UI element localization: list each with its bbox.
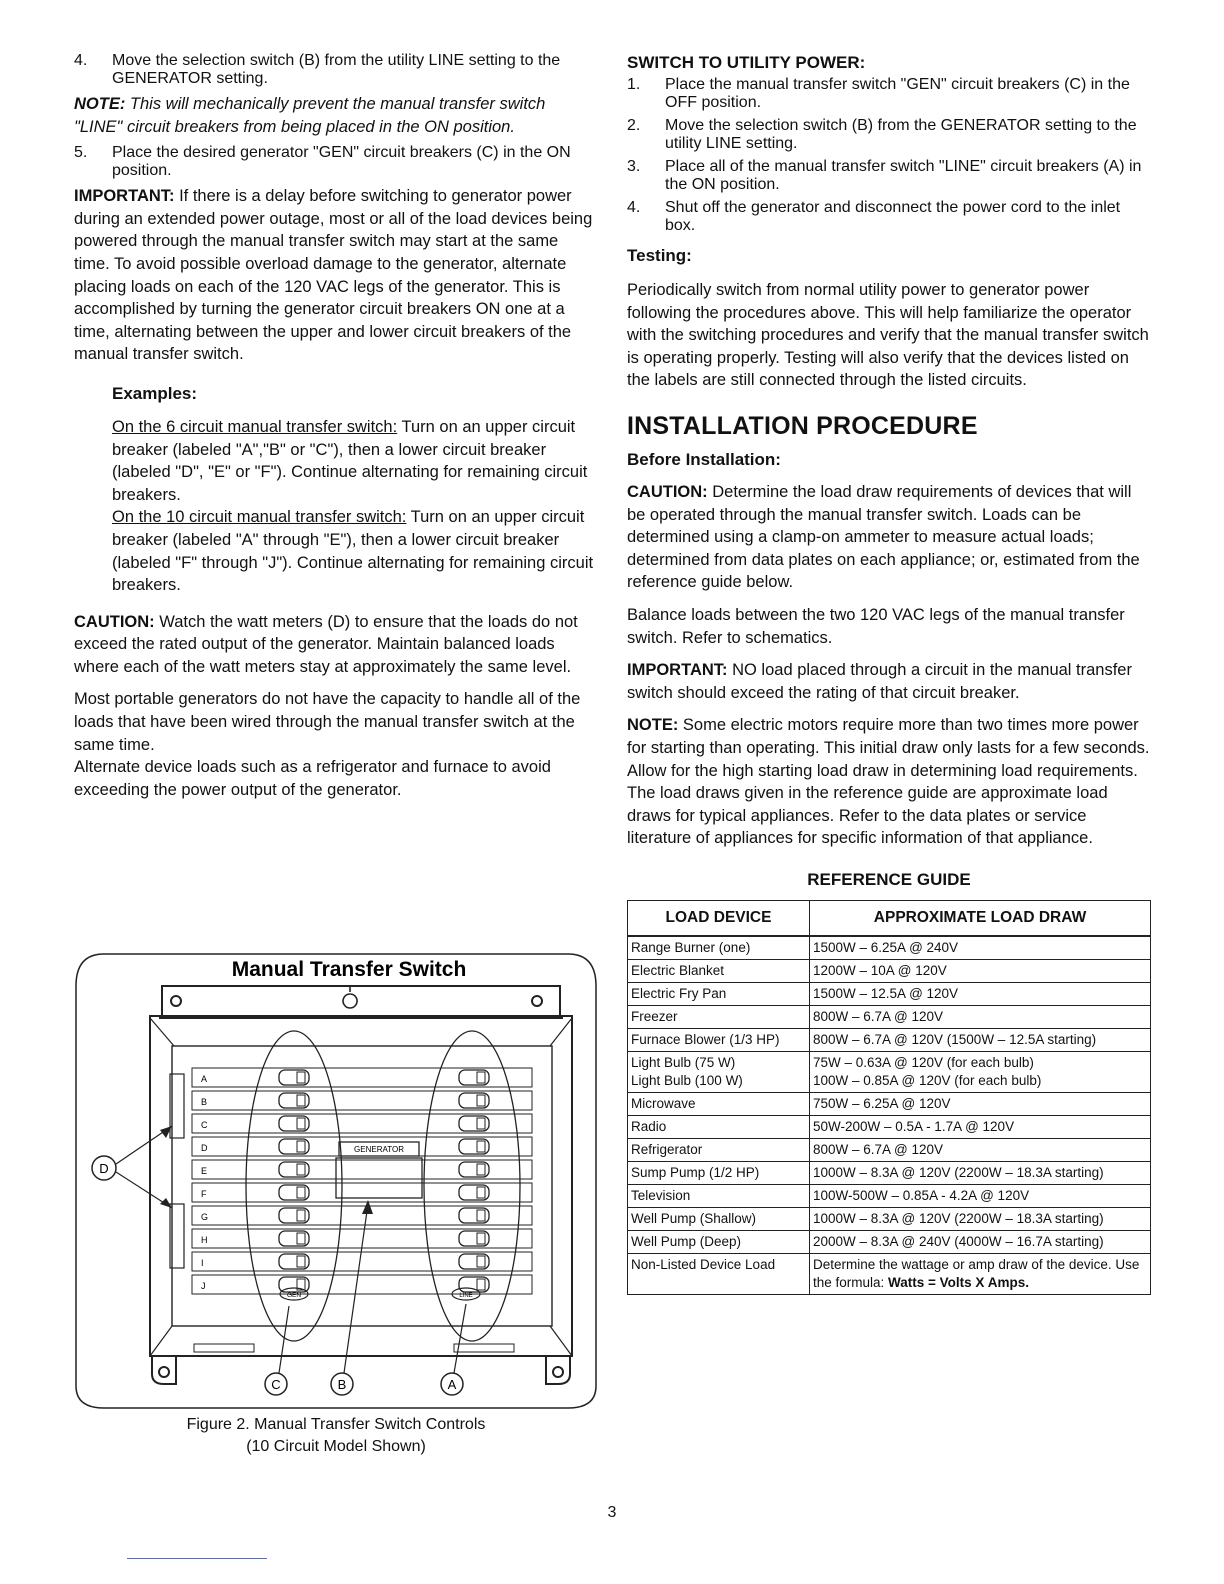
load-device-cell: [628, 982, 810, 1005]
footer-rule: [127, 1558, 267, 1559]
generator-label: GENERATOR: [354, 1145, 404, 1154]
utility-step: [627, 158, 1151, 194]
breaker-letter: C: [201, 1120, 208, 1130]
load-draw-cell: [810, 959, 1151, 982]
step-5: [74, 144, 598, 180]
transfer-switch-diagram: [74, 946, 598, 1411]
table-header-row: [628, 900, 1151, 936]
important-paragraph: [74, 185, 598, 366]
top-mounting-strip: [162, 986, 560, 1016]
bottom-foot-right: [546, 1356, 570, 1384]
load-draw: 50W-200W – 0.5A - 1.7A @ 120V: [813, 1118, 1015, 1134]
load-device: Well Pump (Deep): [631, 1233, 742, 1249]
note-paragraph: [74, 93, 598, 138]
screw-icon: [532, 996, 542, 1006]
callout-a-label: A: [447, 1377, 457, 1392]
examples-block: [112, 384, 598, 597]
breaker-letter: J: [201, 1281, 206, 1291]
breaker-panel: [172, 1046, 552, 1326]
example-text: Turn on an upper circuit breaker (labeled "A" through "E"), then a lower circuit breaker (labeled "F" through "J"). Continue alternating for remaining circuit breakers.: [112, 508, 594, 595]
step-text: Place the desired generator "GEN" circuit breakers (C) in the ON position.: [112, 144, 571, 180]
load-device: Freezer: [631, 1008, 678, 1024]
load-device-cell: [628, 1092, 810, 1115]
utility-step: [627, 117, 1151, 153]
load-device: Furnace Blower (1/3 HP): [631, 1031, 780, 1047]
load-draw-cell: [810, 1207, 1151, 1230]
note-text: Some electric motors require more than two times more power for starting than operating. This initial draw only lasts for a few seconds. Allow for the high starting load draw in determining load requirements. The load draws given in the reference guide are approximate load draws for typical appliances. Refer to the data plates or service literature of appliances for specific information of that appliance.: [627, 716, 1150, 848]
callout-d-label: D: [99, 1161, 109, 1176]
load-device: Electric Blanket: [631, 962, 725, 978]
load-draw: 1500W – 12.5A @ 120V: [813, 985, 959, 1001]
load-device: Microwave: [631, 1095, 696, 1111]
example-10-circuit: [112, 506, 598, 596]
step-number: 3.: [627, 158, 641, 175]
caution-text: Watch the watt meters (D) to ensure that the loads do not exceed the rated output of the generator. Maintain balanced loads where each of the watt meters stay at approximately the same level.: [74, 612, 578, 676]
table-row: [628, 1092, 1151, 1115]
note-lead: NOTE:: [627, 716, 679, 735]
table-row: [628, 959, 1151, 982]
load-device: Non-Listed Device Load: [631, 1256, 776, 1272]
load-draw: 100W-500W – 0.85A - 4.2A @ 120V: [813, 1187, 1030, 1203]
selection-switch: [336, 1158, 422, 1198]
step-text: Shut off the generator and disconnect the power cord to the inlet box.: [665, 199, 1121, 234]
load-draw-cell: [810, 1184, 1151, 1207]
breaker-letter: H: [201, 1235, 208, 1245]
load-draw-cell: [810, 936, 1151, 960]
screw-icon: [553, 1367, 563, 1377]
load-draw: Determine the wattage or amp draw of the device. Use the formula:: [813, 1256, 1140, 1290]
important-lead: IMPORTANT:: [74, 187, 175, 206]
load-draw-cell: [810, 1138, 1151, 1161]
table-row: [628, 1207, 1151, 1230]
step-text: Move the selection switch (B) from the utility LINE setting to the GENERATOR setting.: [112, 52, 561, 87]
installation-title: INSTALLATION PROCEDURE: [627, 411, 978, 440]
important-lead: IMPORTANT:: [627, 661, 728, 680]
line-badge-text: LINE: [459, 1293, 473, 1299]
switch-box: [150, 1016, 572, 1356]
note-lead: NOTE:: [74, 95, 126, 113]
load-device-cell: [628, 1184, 810, 1207]
load-device: Electric Fry Pan: [631, 985, 727, 1001]
screw-icon: [171, 996, 181, 1006]
alternate-paragraph: Alternate device loads such as a refrigerator and furnace to avoid exceeding the power output of the generator.: [74, 758, 551, 799]
load-draw: 75W – 0.63A @ 120V (for each bulb): [813, 1054, 1034, 1070]
load-device: Well Pump (Shallow): [631, 1210, 757, 1226]
load-device-cell: [628, 1138, 810, 1161]
load-device-cell: [628, 1051, 810, 1092]
step-number: 4.: [627, 199, 641, 216]
header-load-device: LOAD DEVICE: [628, 900, 810, 936]
load-draw-cell: [810, 1115, 1151, 1138]
bottom-foot-left: [152, 1356, 176, 1384]
load-device: Range Burner (one): [631, 939, 751, 955]
capacity-paragraph: Most portable generators do not have the capacity to handle all of the loads that have been wired through the manual transfer switch at the same time.: [74, 690, 581, 754]
figure-title: Manual Transfer Switch: [231, 958, 467, 981]
testing-paragraph: Periodically switch from normal utility power to generator power following the procedures above. This will help familiarize the operator with the switching procedures and verify that the manual transfer switch is operating properly. Testing will also verify that the devices listed on the labels are still connected through the listed circuits.: [627, 281, 1149, 390]
load-device-cell: [628, 1028, 810, 1051]
examples-title: Examples:: [112, 383, 198, 403]
load-draw: 750W – 6.25A @ 120V: [813, 1095, 951, 1111]
bottom-rail-left: [194, 1344, 254, 1352]
load-draw: 800W – 6.7A @ 120V (1500W – 12.5A starting): [813, 1031, 1097, 1047]
load-draw: 800W – 6.7A @ 120V: [813, 1008, 944, 1024]
caution-paragraph: [74, 611, 598, 679]
load-device-cell: [628, 936, 810, 960]
reference-guide-title: REFERENCE GUIDE: [807, 869, 971, 889]
balance-paragraph: Balance loads between the two 120 VAC legs of the manual transfer switch. Refer to schematics.: [627, 605, 1125, 647]
breaker-rows: [192, 1068, 532, 1294]
table-row: [628, 1230, 1151, 1253]
load-draw-cell: [810, 1092, 1151, 1115]
table-row: [628, 1051, 1151, 1092]
breaker-letter: D: [201, 1143, 208, 1153]
load-device: Light Bulb (75 W): [631, 1054, 736, 1070]
formula: Watts = Volts X Amps.: [888, 1274, 1029, 1290]
load-draw-cell: [810, 1253, 1151, 1294]
load-draw: 1000W – 8.3A @ 120V (2200W – 18.3A starting): [813, 1210, 1104, 1226]
figure-caption-line1: Figure 2. Manual Transfer Switch Controls: [186, 1416, 486, 1433]
right-column: [627, 52, 1151, 1295]
gen-badge-text: GEN: [286, 1292, 302, 1299]
utility-steps: [627, 76, 1151, 235]
load-device-cell: [628, 959, 810, 982]
caution-lead: CAUTION:: [74, 612, 155, 631]
testing-title: Testing:: [627, 246, 692, 265]
screw-icon: [159, 1367, 169, 1377]
load-device: Refrigerator: [631, 1141, 703, 1157]
breaker-letter: B: [201, 1097, 208, 1107]
table-row: [628, 1138, 1151, 1161]
callout-b-label: B: [337, 1377, 347, 1392]
load-device-cell: [628, 1253, 810, 1294]
left-column: [74, 52, 598, 801]
load-draw: 2000W – 8.3A @ 240V (4000W – 16.7A starting): [813, 1233, 1104, 1249]
breaker-letter: A: [201, 1074, 208, 1084]
figure-caption: [74, 1414, 598, 1458]
load-draw-cell: [810, 1230, 1151, 1253]
step-4: [74, 52, 598, 88]
utility-step: [627, 199, 1151, 235]
install-important-paragraph: [627, 659, 1151, 704]
step-number: 5.: [74, 144, 88, 162]
table-row: [628, 1161, 1151, 1184]
breaker-letter: E: [201, 1166, 208, 1176]
step-text: Move the selection switch (B) from the GENERATOR setting to the utility LINE setting.: [665, 117, 1137, 152]
utility-step: [627, 76, 1151, 112]
table-row: [628, 1115, 1151, 1138]
important-text: If there is a delay before switching to generator power during an extended power outage, most or all of the load devices being powered through the manual transfer switch may start at the same time. To avoid possible overload damage to the generator, alternate placing loads on each of the 120 VAC legs of the generator. This is accomplished by turning the generator circuit breakers ON one at a time, alternating between the upper and lower circuit breakers of the manual transfer switch.: [74, 187, 593, 364]
example-heading: On the 10 circuit manual transfer switch:: [112, 508, 407, 527]
caution-text: Determine the load draw requirements of devices that will be operated through the manual transfer switch. Loads can be determined using a clamp-on ammeter to measure actual loads; determined from data plates on each appliance; or, estimated from the reference guide below.: [627, 482, 1140, 592]
table-row: [628, 1028, 1151, 1051]
step-text: Place the manual transfer switch "GEN" circuit breakers (C) in the OFF position.: [665, 76, 1130, 111]
header-load-draw: APPROXIMATE LOAD DRAW: [810, 900, 1151, 936]
page-number: 3: [607, 1504, 617, 1521]
install-caution-paragraph: [627, 481, 1151, 594]
step-number: 4.: [74, 52, 88, 69]
load-device-cell: [628, 1005, 810, 1028]
step-text: Place all of the manual transfer switch "LINE" circuit breakers (A) in the ON position.: [665, 158, 1142, 193]
load-draw-cell: [810, 1161, 1151, 1184]
knob-icon: [343, 986, 357, 1008]
load-device: Television: [631, 1187, 691, 1203]
manual-transfer-switch-figure: [74, 946, 598, 1466]
breaker-letter: G: [201, 1212, 209, 1222]
example-text: Turn on an upper circuit breaker (labeled "A","B" or "C"), then a lower circuit breaker (labeled "D", "E" or "F"). Continue alternating for remaining circuit breakers.: [112, 417, 588, 504]
step-number: 2.: [627, 117, 641, 134]
step-number: 1.: [627, 76, 641, 93]
install-note-paragraph: [627, 714, 1151, 850]
before-installation-title: Before Installation:: [627, 449, 781, 469]
bottom-rail-right: [454, 1344, 514, 1352]
load-draw: 1500W – 6.25A @ 240V: [813, 939, 959, 955]
table-body: [628, 936, 1151, 1295]
load-draw-cell: [810, 1028, 1151, 1051]
load-device-cell: [628, 1161, 810, 1184]
load-draw: 1000W – 8.3A @ 120V (2200W – 18.3A starting): [813, 1164, 1104, 1180]
example-heading: On the 6 circuit manual transfer switch:: [112, 417, 398, 436]
load-device: Sump Pump (1/2 HP): [631, 1164, 760, 1180]
breaker-letter: F: [201, 1189, 207, 1199]
load-draw-cell: [810, 982, 1151, 1005]
load-draw: 1200W – 10A @ 120V: [813, 962, 947, 978]
load-draw: 100W – 0.85A @ 120V (for each bulb): [813, 1072, 1042, 1088]
table-row: [628, 936, 1151, 960]
load-draw: 800W – 6.7A @ 120V: [813, 1141, 944, 1157]
table-row: [628, 982, 1151, 1005]
load-device: Light Bulb (100 W): [631, 1072, 743, 1088]
example-6-circuit: [112, 416, 598, 506]
caution-lead: CAUTION:: [627, 482, 708, 501]
important-text: NO load placed through a circuit in the manual transfer switch should exceed the rating of that circuit breaker.: [627, 661, 1132, 702]
table-row: [628, 1005, 1151, 1028]
load-device: Radio: [631, 1118, 667, 1134]
table-row: [628, 1253, 1151, 1294]
load-draw-cell: [810, 1005, 1151, 1028]
load-device-cell: [628, 1115, 810, 1138]
load-device-cell: [628, 1230, 810, 1253]
callout-c-label: C: [271, 1377, 281, 1392]
note-text: This will mechanically prevent the manual transfer switch "LINE" circuit breakers from being placed in the ON position.: [74, 95, 546, 136]
switch-to-utility-title: SWITCH TO UTILITY POWER:: [627, 53, 866, 72]
reference-guide-table: [627, 900, 1151, 1295]
table-row: [628, 1184, 1151, 1207]
load-device-cell: [628, 1207, 810, 1230]
load-draw-cell: [810, 1051, 1151, 1092]
breaker-letter: I: [201, 1258, 204, 1268]
figure-caption-line2: (10 Circuit Model Shown): [246, 1438, 426, 1455]
